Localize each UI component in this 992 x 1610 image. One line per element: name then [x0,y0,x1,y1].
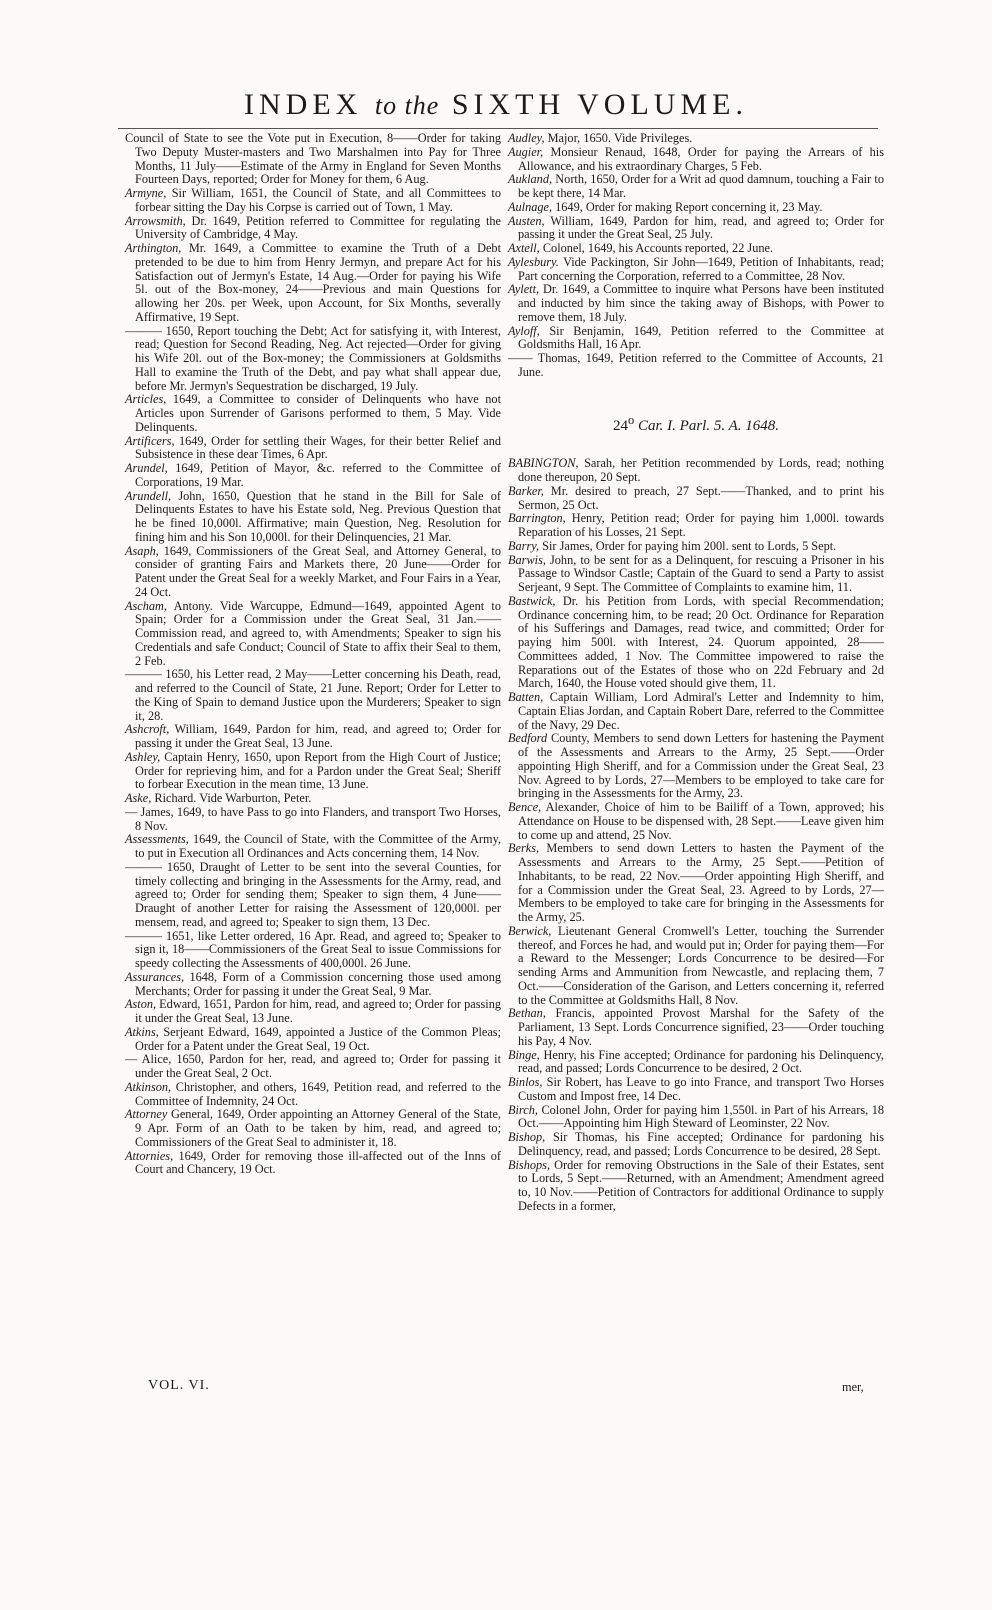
entry-heading: Arundel, [125,461,168,475]
index-entry [508,215,884,243]
index-entry [125,132,501,187]
entry-text: Sir William, 1651, the Council of State, and all Committees to forbear sitting the Day his Corpse is carried out of Town, 1 May. [135,186,501,214]
index-entry [508,283,884,324]
catchword: mer, [842,1380,864,1394]
index-entry [508,201,884,215]
entry-text: William, 1649, Pardon for him, read, and agreed to; Order for passing it under the Great Seal, 13 June. [135,722,501,750]
entry-heading: Binge, [508,1047,540,1062]
entry-heading: Ashley, [125,749,161,764]
index-entry [508,457,884,485]
index-entry [125,325,501,394]
index-entry [125,462,501,490]
entry-text: 1649, Order for making Report concerning it, 23 May. [552,199,823,214]
entry-text: Alexander, Choice of him to be Bailiff of a Town, approved; his Attendance on House to be dispensed with, 28 Sept.——Leave given him to come up and attend, 25 Nov. [518,800,884,842]
entry-heading: Articles, [125,392,167,407]
index-entry [125,545,501,600]
entry-text: Sir Thomas, his Fine accepted; Ordinance for pardoning his Delinquency, read, and passed; Lords Concurrence to be desired, 28 Sept. [518,1130,884,1158]
index-entry [508,1049,884,1077]
entry-text: — James, 1649, to have Pass to go into Flanders, and transport Two Horses, 8 Nov. [125,804,501,833]
title-index: INDEX [244,88,363,121]
index-entry [508,1007,884,1048]
index-entry [125,1053,501,1081]
index-entry [508,554,884,595]
section-heading-sup: o [628,412,635,427]
entry-text: Sir Benjamin, 1649, Petition referred to the Committee at Goldsmiths Hall, 16 Apr. [518,323,884,352]
index-entry [508,925,884,1008]
entry-heading: Audley, [508,131,545,145]
entry-text: 1649, a Committee to consider of Delinquents who have not Articles upon Surrender of Garisons performed to them, 5 May. Vide Delinquents. [135,392,501,434]
entry-text: William, 1649, Pardon for him, read, and agreed to; Order for passing it under the Great Seal, 25 July. [518,213,884,242]
entry-text: Members to send down Letters to hasten the Payment of the Assessments and Arrears to the Army, 25 Sept.——Petition of Inhabitants, to be read, 22 Nov.——Order appointing High Sheriff, and for a Commission under the Great Seal, 23. Agreed to by Lords, 27—Members to be employed to take care for bringing in the Assessments for the Army, 25. [518,841,884,924]
index-entry [125,600,501,669]
index-entry [125,668,501,723]
entry-text: Antony. Vide Warcuppe, Edmund—1649, appointed Agent to Spain; Order for a Commission under the Great Seal, 31 Jan.——Commission read, and agreed to, with Amendments; Speaker to sign his Credentials and safe Conduct; Council of State to affix their Seal to them, 2 Feb. [135,598,501,668]
left-column [125,132,501,1177]
index-entry [125,998,501,1026]
entry-heading: Binlos, [508,1075,543,1089]
entry-heading: Aske, [125,791,152,805]
index-entry [508,256,884,284]
index-entry [508,512,884,540]
entry-text: Order for removing Obstructions in the Sale of their Estates, sent to Lords, 5 Sept.——Returned, with an Amendment; Amendment agreed to, 10 Nov.——Petition of Contractors for additional Ordinance to supply Defects in a former, [518,1157,884,1213]
index-entry [508,595,884,691]
index-entry [508,325,884,353]
index-entry [508,173,884,201]
entry-text: 1649, Order for settling their Wages, for their better Relief and Subsistence in these dear Times, 6 Apr. [135,433,501,462]
index-entry [125,930,501,971]
section-heading-number: 24 [613,417,628,434]
index-entry [125,490,501,545]
entry-heading: Attorney [125,1107,168,1122]
entry-text: Vide Packington, Sir John—1649, Petition of Inhabitants, read; Part concerning the Corporation, referred to a Committee, 28 Nov. [518,254,884,283]
index-entry [508,1104,884,1132]
entry-text: Sir James, Order for paying him 200l. sent to Lords, 5 Sept. [539,538,837,553]
entry-text: ——— 1650, Draught of Letter to be sent into the several Counties, for timely collecting and bringing in the Assessments for the Army, read, and agreed to; Order for sending them; Speaker to sign them, 4 June——Draught of another Letter for raising the Assessment of 120,000l. per mensem, read, and agreed to; Speaker to sign them, 13 Dec. [125,859,501,929]
entry-text: Captain William, Lord Admiral's Letter and Indemnity to him, Captain Elias Jordan, and Captain Robert Dare, referred to the Committee of the Navy, 29 Dec. [518,690,884,732]
index-entry [125,187,501,215]
entry-heading: Armyne, [125,186,167,200]
entry-heading: Batten, [508,690,544,704]
entry-text: Christopher, and others, 1649, Petition read, and referred to the Committee of Indemnity, 24 Oct. [135,1079,501,1108]
index-entry [508,132,884,146]
index-entry [508,540,884,554]
right-column-entries-bottom [508,457,884,1213]
index-entry [125,723,501,751]
entry-text: Dr. 1649, Petition referred to Committee for regulating the University of Cambridge, 4 May. [135,213,501,242]
entry-text: — Alice, 1650, Pardon for her, read, and agreed to; Order for passing it under the Great Seal, 2 Oct. [125,1052,501,1080]
entry-text: Major, 1650. Vide Privileges. [544,131,693,145]
title-rule [118,128,878,129]
entry-text: 1649, Commissioners of the Great Seal, and Attorney General, to consider of granting Fairs and Markets there, 20 June——Order for Patent under the Great Seal for a weekly Market, and Four Fairs in a Year, 24 Oct. [135,543,501,599]
volume-footer: VOL. VI. [148,1378,210,1393]
index-entry [125,971,501,999]
index-entry [508,242,884,256]
entry-heading: Atkinson, [125,1079,172,1094]
entry-text: John, 1650, Question that he stand in the Bill for Sale of Delinquents Estates to have his Estate sold, Neg. Previous Question that he be fined 10,000l. Affirmative; main Question, Neg. Resolution for fining him and his Son 10,000l. for their Delinquencies, 21 Mar. [135,488,501,544]
entry-heading: Bethan, [508,1006,546,1021]
index-entry [125,806,501,834]
page-title [0,88,992,122]
index-entry [125,1150,501,1178]
index-entry [125,215,501,243]
entry-heading: Assessments, [125,832,189,847]
entry-heading: Berwick, [508,923,552,938]
entry-heading: Attornies, [125,1148,174,1163]
index-entry [508,352,884,380]
entry-text: General, 1649, Order appointing an Attorney General of the State, 9 Apr. Form of an Oath to be taken by him, read, and agreed to; Commissioners of the Great Seal to administer it, 18. [135,1107,501,1149]
index-entry [508,801,884,842]
index-entry [125,393,501,434]
entry-heading: Arundell, [125,488,172,503]
entry-heading: Berks, [508,841,540,856]
entry-text: Dr. his Petition from Lords, with special Recommendation; Ordinance concerning him, to be read; 20 Oct. Ordinance for Reparation of his Sufferings and Damages, read twice, and committed; Order for paying him 500l. with Interest, 24. Quorum appointed, 28——Committees added, 1 Nov. The Committee impowered to raise the Reparations out of the Estates of those who on 22d February and 2d March, 1640, the House voted should give them, 11. [518,593,884,691]
entry-text: 1648, Form of a Commission concerning those used among Merchants; Order for passing it under the Great Seal, 9 Mar. [135,969,501,998]
section-heading-text: Car. I. Parl. 5. A. 1648. [638,417,779,434]
index-entry [508,1131,884,1159]
entry-heading: Assurances, [125,969,185,984]
entry-text: ——— 1651, like Letter ordered, 16 Apr. Read, and agreed to; Speaker to sign it, 18——Commissioners of the Great Seal to issue Commissions for speedy collecting the Assessments of 400,000l. 26 June. [125,928,501,970]
entry-text: Mr. desired to preach, 27 Sept.——Thanked, and to print his Sermon, 25 Oct. [518,483,884,512]
entry-text: Dr. 1649, a Committee to inquire what Persons have been instituted and inducted by him since the taking away of Bishops, with Power to remove them, 18 July. [518,282,884,324]
entry-text: North, 1650, Order for a Writ ad quod damnum, touching a Fair to be kept there, 14 Mar. [518,172,884,200]
index-entry [125,435,501,463]
entry-heading: Barker, [508,483,544,498]
index-entry [508,842,884,925]
entry-text: 1649, Order for removing those ill-affected out of the Inns of Court and Chancery, 19 Oct. [135,1148,501,1177]
entry-heading: Birch, [508,1102,538,1117]
entry-text: County, Members to send down Letters for hastening the Payment of the Assessments and Arrears to the Army, 25 Sept.——Order appointing High Sheriff, and for a Commission under the Great Seal, 23 Nov. Agreed to by Lords, 27—Members to be employed to take care for bringing in the Assessments for the Army, 23. [518,731,884,801]
entry-text: Sir Robert, has Leave to go into France, and transport Two Horses Custom and Impost free, 14 Dec. [518,1075,884,1103]
index-entry [508,485,884,513]
entry-text: Colonel John, Order for paying him 1,550l. in Part of his Arrears, 18 Oct.——Appointing him High Steward of Leominster, 22 Nov. [518,1102,884,1131]
entry-text: Edward, 1651, Pardon for him, read, and agreed to; Order for passing it under the Great Seal, 13 June. [135,997,501,1025]
entry-text: Henry, his Fine accepted; Ordinance for pardoning his Delinquency, read, and passed; Lords Concurrence to be desired, 2 Oct. [518,1047,884,1076]
entry-text: Francis, appointed Provost Marshal for the Safety of the Parliament, 13 Sept. Lords Concurrence signified, 23——Order touching his Pay, 4 Nov. [518,1006,884,1048]
entry-text: 1649, the Council of State, with the Committee of the Army, to put in Execution all Ordinances and Acts concerning them, 14 Nov. [135,832,501,860]
index-entry [125,751,501,792]
index-entry [125,1108,501,1149]
entry-heading: Artificers, [125,433,175,448]
entry-text: Colonel, 1649, his Accounts reported, 22 June. [539,241,774,255]
entry-text: —— Thomas, 1649, Petition referred to the Committee of Accounts, 21 June. [508,351,884,379]
entry-heading: Axtell, [508,241,540,255]
index-entry [125,861,501,930]
entry-heading: Austen, [508,213,545,228]
index-entry [125,792,501,806]
entry-heading: Ashcroft, [125,722,170,737]
entry-heading: Aukland, [508,172,553,187]
entry-heading: Bedford [508,731,548,746]
right-column [508,132,884,1214]
entry-text: Sarah, her Petition recommended by Lords, read; nothing done thereupon, 20 Sept. [518,456,884,484]
entry-heading: Bishops, [508,1157,551,1172]
entry-text: Captain Henry, 1650, upon Report from the High Court of Justice; Order for reprieving him, and for a Pardon under the Great Seal; Sheriff to forbear Execution in the mean time, 13 June. [135,749,501,792]
section-heading [508,414,884,434]
entry-heading: Atkins, [125,1024,159,1039]
index-entry [508,691,884,732]
index-entry [508,1076,884,1104]
entry-heading: Barry, [508,538,540,553]
title-to-the: to the [374,91,440,120]
right-column-entries-top [508,132,884,380]
index-entry [125,833,501,861]
title-volume: SIXTH VOLUME. [451,88,748,121]
entry-text: Henry, Petition read; Order for paying him 1,000l. towards Reparation of his Losses, 21 Sept. [518,511,884,539]
entry-heading: Aulnage, [508,199,553,214]
index-entry [125,242,501,325]
entry-heading: Barwis, [508,552,546,567]
entry-heading: Bence, [508,800,542,814]
entry-heading: Bastwick, [508,593,556,608]
entry-text: Monsieur Renaud, 1648, Order for paying the Arrears of his Allowance, and his extraordinary Charges, 5 Feb. [518,144,884,173]
entry-text: ——— 1650, his Letter read, 2 May——Letter concerning his Death, read, and referred to the Council of State, 21 June. Report; Order for Letter to the King of Spain to demand Justice upon the Murderers; Speaker to sign it, 28. [125,667,501,723]
entry-heading: Ascham, [125,598,168,613]
entry-heading: Aston, [125,997,157,1012]
entry-text: Council of State to see the Vote put in Execution, 8——Order for taking Two Deputy Muster-masters and Two Marshalmen into Pay for Three Months, 11 July——Estimate of the Army in England for Seven Months Fourteen Days, reported; Order for Money for them, 6 Aug. [125,131,501,187]
index-entry [508,732,884,801]
entry-heading: BABINGTON, [508,456,579,471]
entry-text: 1649, Petition of Mayor, &c. referred to the Committee of Corporations, 19 Mar. [135,461,501,489]
entry-text: Richard. Vide Warburton, Peter. [151,791,312,805]
index-entry [508,1159,884,1214]
entry-heading: Arrowsmith, [125,213,186,228]
entry-text: Serjeant Edward, 1649, appointed a Justice of the Common Pleas; Order for a Patent under the Great Seal, 19 Oct. [135,1024,501,1053]
entry-text: ——— 1650, Report touching the Debt; Act for satisfying it, with Interest, read; Question for Second Reading, Neg. Act rejected—Order for giving his Wife 20l. out of the Box-money; the Commissioners at Goldsmiths Hall to examine the Truth of the Debt, and pay what shall appear due, before Mr. Jermyn's Sequestration be discharged, 19 July. [125,323,501,393]
entry-heading: Arthington, [125,241,182,255]
entry-heading: Aylett, [508,282,540,297]
entry-heading: Bishop, [508,1130,546,1144]
entry-heading: Ayloff, [508,323,540,338]
entry-heading: Barrington, [508,511,566,526]
index-entry [508,146,884,174]
index-entry [125,1026,501,1054]
entry-text: Lieutenant General Cromwell's Letter, touching the Surrender thereof, and Forces he had, and would put in; Order for paying them—For a Reward to the Messenger; Lords Concurrence to be desired—For sending Arms and Ammunition from Newcastle, and replacing them, 7 Oct.——Consideration of the Garison, and Letters concerning it, referred to the Committee at Goldsmiths Hall, 8 Nov. [518,923,884,1007]
entry-heading: Aylesbury. [508,254,559,269]
entry-text: John, to be sent for as a Delinquent, for rescuing a Prisoner in his Passage to Windsor Castle; Captain of the Guard to send a Party to assist Serjeant, 9 Sept. The Committee of Complaints to examine him, 11. [518,552,884,594]
index-entry [125,1081,501,1109]
entry-heading: Augier, [508,144,544,159]
entry-text: Mr. 1649, a Committee to examine the Truth of a Debt pretended to be due to him from Henry Jermyn, and prepare Act for his Satisfaction out of Jermyn's Estate, 14 Aug.—Order for paying his Wife 5l. out of the Box-money, 24——Previous and main Questions for allowing her 20s. per Week, upon Account, for Six Months, severally Affirmative, 19 Sept. [135,241,501,324]
entry-heading: Asaph, [125,543,159,558]
